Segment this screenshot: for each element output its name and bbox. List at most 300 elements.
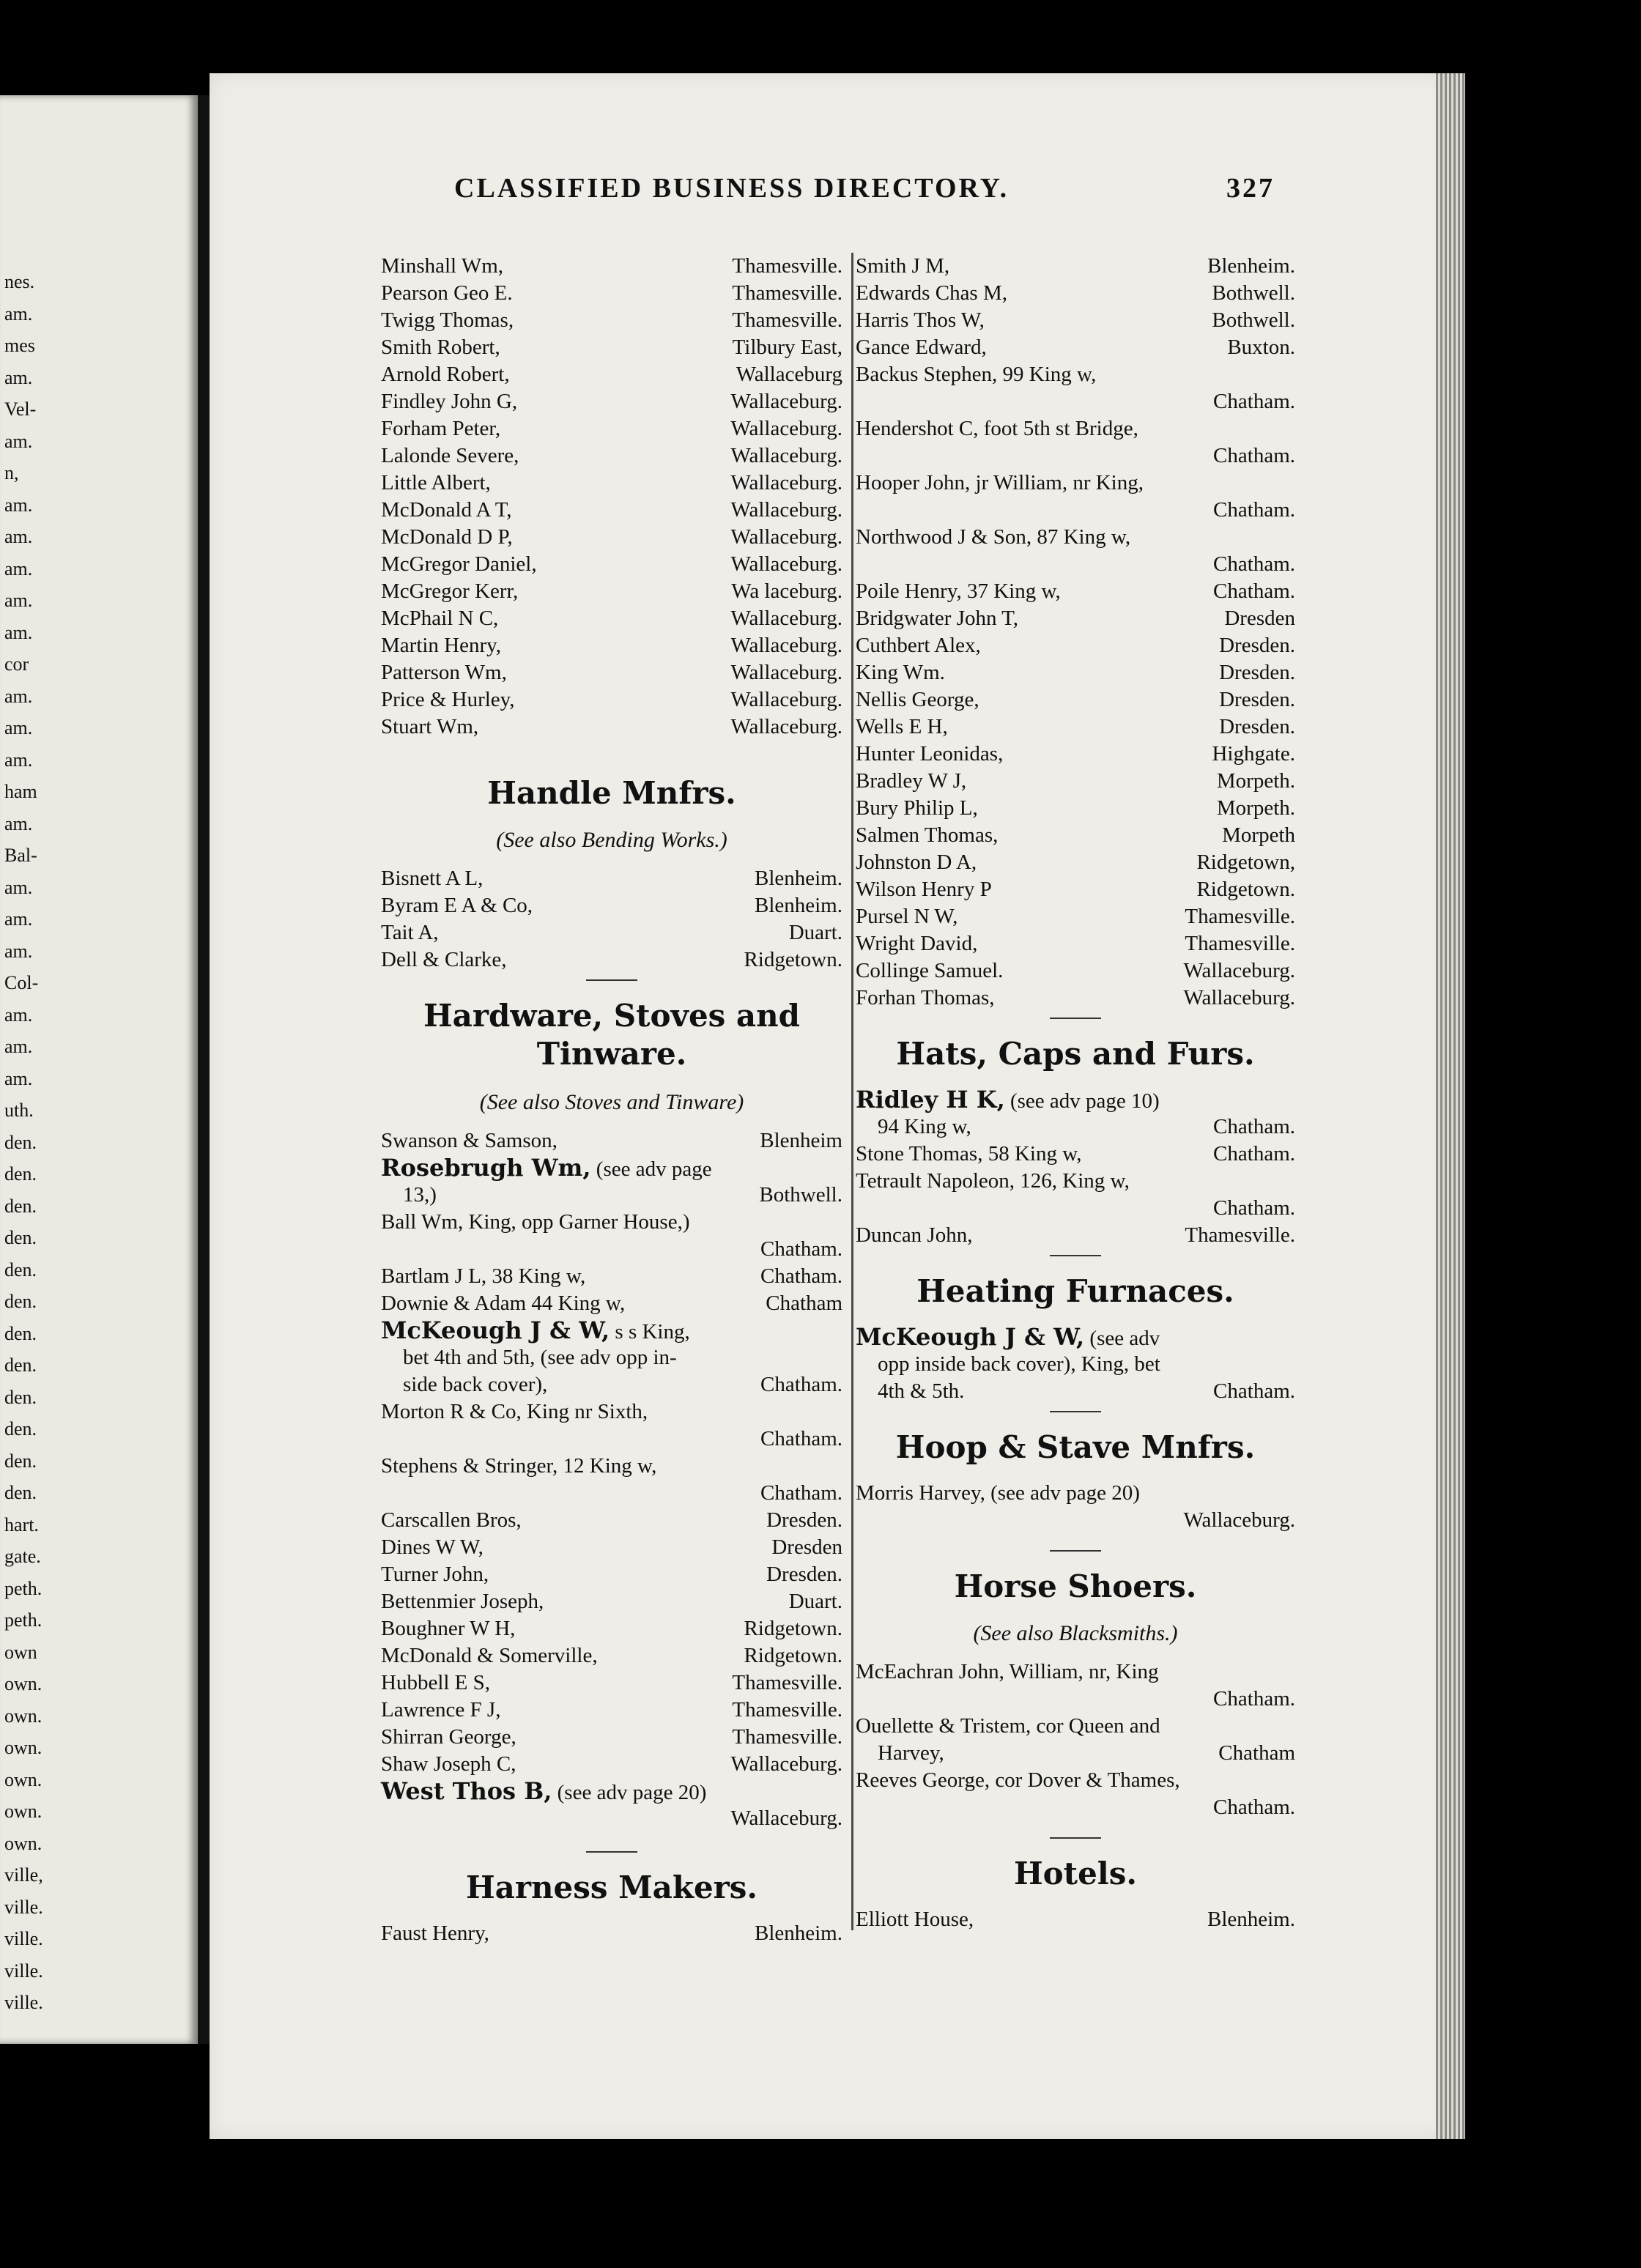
entry-town: Wallaceburg. [730, 715, 842, 738]
list-item [381, 551, 842, 578]
entry-name: Bisnett A L, [381, 867, 484, 890]
list-item [381, 632, 842, 659]
facing-page-text: hart. [4, 1513, 39, 1535]
entry-name: Downie & Adam 44 King w, [381, 1292, 626, 1315]
entry-name: McDonald & Somerville, [381, 1644, 598, 1667]
entry-name: McGregor Daniel, [381, 552, 537, 576]
facing-page-text: peth. [4, 1609, 42, 1631]
facing-page-text: am. [4, 717, 33, 738]
facing-page-text: den. [4, 1418, 37, 1439]
entry-town: Blenheim. [1207, 254, 1295, 278]
list-item [381, 442, 842, 470]
list-item [856, 957, 1295, 985]
list-item [381, 524, 842, 551]
list-item [856, 1086, 1295, 1113]
entry-town: Wallaceburg. [730, 444, 842, 467]
facing-page-text: am. [4, 430, 33, 452]
list-item [856, 415, 1295, 442]
facing-page-text: mes [4, 335, 35, 356]
facing-page-text: Bal- [4, 845, 37, 866]
entry-name: Wilson Henry P [856, 878, 992, 901]
list-item [856, 1222, 1295, 1249]
list-item [856, 1686, 1295, 1713]
entry-name: Swanson & Samson, [381, 1129, 558, 1152]
facing-page-text: am. [4, 1067, 33, 1089]
entry-town: Thamesville. [732, 308, 842, 332]
entry-name: Pearson Geo E. [381, 281, 513, 305]
list-item [856, 1351, 1295, 1378]
list-item [856, 768, 1295, 795]
list-item [856, 1378, 1295, 1405]
entry-name: Cuthbert Alex, [856, 634, 981, 657]
entry-detail: (see adv page [596, 1157, 712, 1181]
entry-town: Dresden [771, 1535, 842, 1559]
entry-name: Carscallen Bros, [381, 1508, 522, 1532]
entry-town: Wallaceburg. [730, 634, 842, 657]
entry-name: Wells E H, [856, 715, 948, 738]
list-item [381, 415, 842, 442]
right-column [856, 253, 1295, 1933]
entry-name: Rosebrugh Wm, [381, 1154, 591, 1182]
hotels-list [856, 1906, 1295, 1933]
facing-page-text: own. [4, 1768, 42, 1790]
entry-town: Morpeth. [1216, 796, 1295, 820]
entry-town: Dresden. [1219, 688, 1295, 711]
list-item [381, 1805, 842, 1832]
heading-hardware-line1: Hardware, Stoves and [423, 998, 801, 1034]
entry-town: Morpeth. [1216, 769, 1295, 793]
list-item [856, 361, 1295, 388]
entry-name: Ridley H K, [856, 1086, 1005, 1113]
facing-page-text: own. [4, 1705, 42, 1727]
list-item [856, 1507, 1295, 1534]
entry-name: Dines W W, [381, 1535, 484, 1559]
list-item [381, 1534, 842, 1561]
list-item [856, 442, 1295, 470]
entry-name: Lawrence F J, [381, 1698, 501, 1722]
entry-name: Nellis George, [856, 688, 979, 711]
entry-name: Price & Hurley, [381, 688, 515, 711]
entry-name: Northwood J & Son, 87 King w, [856, 525, 1131, 549]
facing-page-text: am. [4, 812, 33, 834]
entry-town: Chatham. [760, 1373, 842, 1396]
facing-page-text: ham [4, 781, 37, 802]
list-item [856, 1659, 1295, 1686]
entry-detail: (see adv page 20) [557, 1781, 707, 1804]
entry-town: Bothwell. [1212, 281, 1295, 305]
left-column [381, 253, 842, 1947]
list-item [856, 822, 1295, 849]
facing-page-text: den. [4, 1291, 37, 1312]
list-item [381, 1615, 842, 1642]
entry-name: Forham Peter, [381, 417, 501, 440]
entry-name: Patterson Wm, [381, 661, 507, 684]
entry-town: Wallaceburg. [1183, 986, 1295, 1009]
entry-town: Thamesville. [732, 281, 842, 305]
entry-name: Bradley W J, [856, 769, 967, 793]
facing-page-text: den. [4, 1322, 37, 1344]
entry-detail: (see adv page 10) [1010, 1089, 1160, 1113]
list-item [856, 578, 1295, 605]
entry-town: Chatham. [1213, 552, 1295, 576]
entry-detail: 4th & 5th. [878, 1379, 965, 1403]
list-item [856, 1480, 1295, 1507]
entry-name: Smith J M, [856, 254, 950, 278]
entry-name: Elliott House, [856, 1908, 974, 1931]
facing-page-fragment [0, 95, 198, 2044]
entry-name: Wright David, [856, 932, 978, 955]
facing-page-text: den. [4, 1131, 37, 1153]
facing-page-text: ville. [4, 1992, 43, 2013]
list-item [856, 1324, 1295, 1351]
entry-town: Chatham. [1213, 390, 1295, 413]
facing-page-text: own. [4, 1832, 42, 1854]
list-item [381, 1588, 842, 1615]
entry-town: Wallaceburg. [730, 688, 842, 711]
list-item [856, 1141, 1295, 1168]
facing-page-text: own. [4, 1673, 42, 1694]
heading-heating-furnaces: Heating Furnaces. [916, 1273, 1234, 1309]
entry-town: Chatham. [760, 1481, 842, 1505]
list-item [381, 1480, 842, 1507]
entry-town: Chatham. [1213, 1196, 1295, 1220]
entry-town: Wallaceburg. [1183, 959, 1295, 982]
list-item [856, 388, 1295, 415]
facing-page-text: uth. [4, 1100, 34, 1121]
facing-page-text: am. [4, 526, 33, 547]
entry-name: Harris Thos W, [856, 308, 985, 332]
handle-list [381, 865, 842, 974]
entry-detail: bet 4th and 5th, (see adv opp in- [403, 1346, 677, 1369]
facing-page-text: den. [4, 1259, 37, 1281]
entry-name: Bridgwater John T, [856, 607, 1019, 630]
entry-town: Wallaceburg. [1183, 1508, 1295, 1532]
list-item [381, 1290, 842, 1317]
list-item [381, 1724, 842, 1751]
entry-name: Hooper John, jr William, nr King, [856, 471, 1144, 494]
entry-town: Wallaceburg [736, 363, 842, 386]
entry-name: Lalonde Severe, [381, 444, 519, 467]
entry-name: McPhail N C, [381, 607, 499, 630]
book-spine [198, 95, 210, 2044]
list-item [381, 892, 842, 919]
column-divider [851, 253, 853, 1930]
heading-hotels: Hotels. [1013, 1856, 1138, 1891]
entry-name: Bury Philip L, [856, 796, 978, 820]
entry-town: Dresden. [1219, 715, 1295, 738]
list-item [856, 741, 1295, 768]
entry-town: Bothwell. [759, 1183, 842, 1207]
entry-town: Chatham [1218, 1741, 1295, 1765]
facing-page-text: peth. [4, 1577, 42, 1599]
entry-detail: side back cover), [403, 1373, 548, 1396]
right-mid-list [856, 605, 1295, 1012]
list-item [381, 1263, 842, 1290]
list-item [856, 659, 1295, 686]
see-also-hardware: (See also Stoves and Tinware) [479, 1090, 744, 1114]
facing-page-text: ville, [4, 1864, 43, 1886]
list-item [856, 334, 1295, 361]
facing-page-text: den. [4, 1386, 37, 1408]
entry-town: Chatham. [1213, 1115, 1295, 1138]
entry-town: Blenheim. [754, 867, 842, 890]
entry-town: Tilbury East, [732, 336, 842, 359]
facing-page-text: Col- [4, 972, 39, 993]
entry-name: Shaw Joseph C, [381, 1752, 516, 1776]
entry-name: Stephens & Stringer, 12 King w, [381, 1454, 657, 1478]
entry-town: Chatham. [760, 1264, 842, 1288]
list-item [381, 1127, 842, 1155]
list-item [381, 253, 842, 280]
facing-page-text: own. [4, 1737, 42, 1758]
facing-page-text: am. [4, 908, 33, 930]
list-item [381, 1751, 842, 1778]
entry-name: Johnston D A, [856, 850, 977, 874]
entry-name: Smith Robert, [381, 336, 500, 359]
entry-town: Bothwell. [1212, 308, 1295, 332]
entry-detail: 94 King w, [878, 1115, 971, 1138]
entry-name: Findley John G, [381, 390, 518, 413]
facing-page-text: am. [4, 876, 33, 898]
list-item [381, 1697, 842, 1724]
list-item [381, 1182, 842, 1209]
entry-town: Dresden. [766, 1563, 842, 1586]
facing-page-text: am. [4, 621, 33, 643]
separator [586, 979, 637, 981]
entry-name: Poile Henry, 37 King w, [856, 579, 1061, 603]
facing-page-text: am. [4, 1036, 33, 1057]
list-item [856, 1740, 1295, 1767]
list-item [381, 1778, 842, 1805]
facing-page-text: cor [4, 653, 29, 675]
facing-page-text: nes. [4, 271, 35, 292]
list-item [856, 497, 1295, 524]
list-item [856, 253, 1295, 280]
entry-town: Thamesville. [1185, 932, 1295, 955]
list-item [856, 795, 1295, 822]
separator [1050, 1018, 1101, 1019]
list-item [856, 605, 1295, 632]
left-top-list [381, 253, 842, 741]
entry-name: Gance Edward, [856, 336, 987, 359]
entry-name: Bartlam J L, 38 King w, [381, 1264, 586, 1288]
list-item [856, 524, 1295, 551]
facing-page-text: own [4, 1641, 37, 1663]
list-item [381, 946, 842, 974]
facing-page-text: ville. [4, 1960, 43, 1982]
page-edges [1436, 73, 1465, 2139]
facing-page-text: Vel- [4, 399, 37, 420]
entry-town: Thamesville. [1185, 905, 1295, 928]
entry-town: Ridgetown. [744, 948, 842, 971]
entry-town: Chatham. [760, 1237, 842, 1261]
facing-page-text: am. [4, 366, 33, 388]
entry-name: Stuart Wm, [381, 715, 479, 738]
facing-page-text: am. [4, 749, 33, 771]
entry-name: Twigg Thomas, [381, 308, 514, 332]
facing-page-text: n, [4, 462, 19, 483]
entry-detail: (see adv [1089, 1327, 1160, 1350]
entry-name: Stone Thomas, 58 King w, [856, 1142, 1082, 1166]
list-item [381, 1209, 842, 1236]
list-item [381, 307, 842, 334]
separator [1050, 1255, 1101, 1256]
entry-town: Chatham. [1213, 444, 1295, 467]
entry-name: Turner John, [381, 1563, 489, 1586]
entry-name: Tetrault Napoleon, 126, King w, [856, 1169, 1130, 1193]
facing-page-text: den. [4, 1227, 37, 1248]
list-item [856, 470, 1295, 497]
entry-town: Buxton. [1227, 336, 1295, 359]
entry-name: Duncan John, [856, 1223, 973, 1247]
list-item [381, 1398, 842, 1426]
entry-name: Reeves George, cor Dover & Thames, [856, 1768, 1180, 1792]
entry-name: Faust Henry, [381, 1922, 489, 1945]
entry-town: Wallaceburg. [730, 1806, 842, 1830]
heading-hoop-stave-mnfrs: Hoop & Stave Mnfrs. [895, 1429, 1256, 1465]
entry-town: Chatham [766, 1292, 842, 1315]
separator [586, 1851, 637, 1853]
list-item [381, 334, 842, 361]
list-item [381, 497, 842, 524]
heading-hardware-line2: Tinware. [536, 1036, 687, 1072]
list-item [381, 1920, 842, 1947]
entry-name: McEachran John, William, nr, King [856, 1660, 1159, 1683]
entry-detail: opp inside back cover), King, bet [878, 1352, 1160, 1376]
entry-town: Dresden. [1219, 661, 1295, 684]
heading-hardware [381, 997, 842, 1073]
entry-name: Hendershot C, foot 5th st Bridge, [856, 417, 1138, 440]
list-item [856, 985, 1295, 1012]
list-item [381, 388, 842, 415]
heading-harness-makers: Harness Makers. [465, 1869, 758, 1905]
list-item [381, 578, 842, 605]
entry-name: McKeough J & W, [381, 1316, 610, 1344]
entry-town: Dresden [1224, 607, 1295, 630]
facing-page-text: gate. [4, 1546, 41, 1567]
entry-detail: s s King, [615, 1320, 690, 1344]
facing-page-text: den. [4, 1163, 37, 1185]
list-item [381, 1453, 842, 1480]
page-number: 327 [1226, 173, 1275, 204]
entry-town: Wallaceburg. [730, 661, 842, 684]
list-item [381, 1344, 842, 1371]
entry-town: Ridgetown, [1196, 850, 1295, 874]
entry-town: Blenheim [760, 1129, 842, 1152]
facing-page-text: am. [4, 303, 33, 325]
facing-page-text: den. [4, 1482, 37, 1503]
facing-page-text: ville. [4, 1896, 43, 1918]
list-item [381, 865, 842, 892]
heading-horse-shoers: Horse Shoers. [954, 1568, 1197, 1604]
list-item [856, 686, 1295, 714]
entry-town: Wallaceburg. [730, 390, 842, 413]
list-item [381, 1642, 842, 1670]
entry-town: Chatham. [1213, 1379, 1295, 1403]
entry-name: Salmen Thomas, [856, 823, 999, 847]
entry-town: Chatham. [1213, 1687, 1295, 1711]
entry-name: Arnold Robert, [381, 363, 510, 386]
entry-name: Collinge Samuel. [856, 959, 1004, 982]
list-item [856, 632, 1295, 659]
entry-name: Hunter Leonidas, [856, 742, 1004, 766]
facing-page-text: am. [4, 590, 33, 611]
entry-name: Byram E A & Co, [381, 894, 533, 917]
facing-page-text: am. [4, 940, 33, 962]
list-item [381, 1561, 842, 1588]
list-item [381, 1236, 842, 1263]
list-item [856, 307, 1295, 334]
facing-page-text: am. [4, 494, 33, 516]
entry-name: Martin Henry, [381, 634, 502, 657]
list-item [856, 280, 1295, 307]
entry-name: Boughner W H, [381, 1617, 516, 1640]
entry-name: McDonald D P, [381, 525, 513, 549]
entry-name: Forhan Thomas, [856, 986, 995, 1009]
entry-town: Blenheim. [754, 1922, 842, 1945]
entry-name: Ouellette & Tristem, cor Queen and [856, 1714, 1160, 1738]
list-item [856, 551, 1295, 578]
heading-hats-caps-furs: Hats, Caps and Furs. [896, 1036, 1255, 1072]
facing-page-text: am. [4, 1004, 33, 1026]
entry-name: King Wm. [856, 661, 945, 684]
list-item [856, 849, 1295, 876]
heading-handle-mnfrs: Handle Mnfrs. [487, 775, 736, 811]
entry-town: Wallaceburg. [730, 552, 842, 576]
list-item [381, 686, 842, 714]
facing-page-text: den. [4, 1450, 37, 1472]
entry-name: McGregor Kerr, [381, 579, 519, 603]
entry-town: Chatham. [1213, 1796, 1295, 1819]
facing-page-text: den. [4, 1354, 37, 1376]
list-item [381, 470, 842, 497]
entry-name: McDonald A T, [381, 498, 512, 522]
entry-name: Dell & Clarke, [381, 948, 507, 971]
entry-name: West Thos B, [381, 1777, 552, 1805]
page-title: CLASSIFIED BUSINESS DIRECTORY. [454, 173, 1010, 204]
list-item [856, 1195, 1295, 1222]
list-item [381, 1507, 842, 1534]
entry-town: Ridgetown. [744, 1617, 842, 1640]
entry-name: Hubbell E S, [381, 1671, 491, 1694]
list-item [381, 659, 842, 686]
entry-town: Dresden. [766, 1508, 842, 1532]
entry-name: Edwards Chas M, [856, 281, 1008, 305]
entry-town: Thamesville. [1185, 1223, 1295, 1247]
entry-town: Blenheim. [1207, 1908, 1295, 1931]
entry-name: Bettenmier Joseph, [381, 1590, 544, 1613]
entry-name: Minshall Wm, [381, 254, 504, 278]
list-item [856, 903, 1295, 930]
list-item [856, 1794, 1295, 1821]
separator [1050, 1411, 1101, 1412]
entry-town: Wa laceburg. [731, 579, 842, 603]
entry-detail: 13,) [403, 1183, 437, 1207]
see-also-horse-shoers: (See also Blacksmiths.) [973, 1621, 1178, 1645]
list-item [856, 1168, 1295, 1195]
right-top-list [856, 253, 1295, 361]
list-item [856, 714, 1295, 741]
entry-name: Backus Stephen, 99 King w, [856, 363, 1097, 386]
list-item [381, 280, 842, 307]
facing-page-text: ville. [4, 1928, 43, 1949]
list-item [381, 1670, 842, 1697]
entry-town: Highgate. [1212, 742, 1295, 766]
entry-town: Wallaceburg. [730, 1752, 842, 1776]
entry-town: Wallaceburg. [730, 471, 842, 494]
separator [1050, 1550, 1101, 1552]
list-item [381, 919, 842, 946]
